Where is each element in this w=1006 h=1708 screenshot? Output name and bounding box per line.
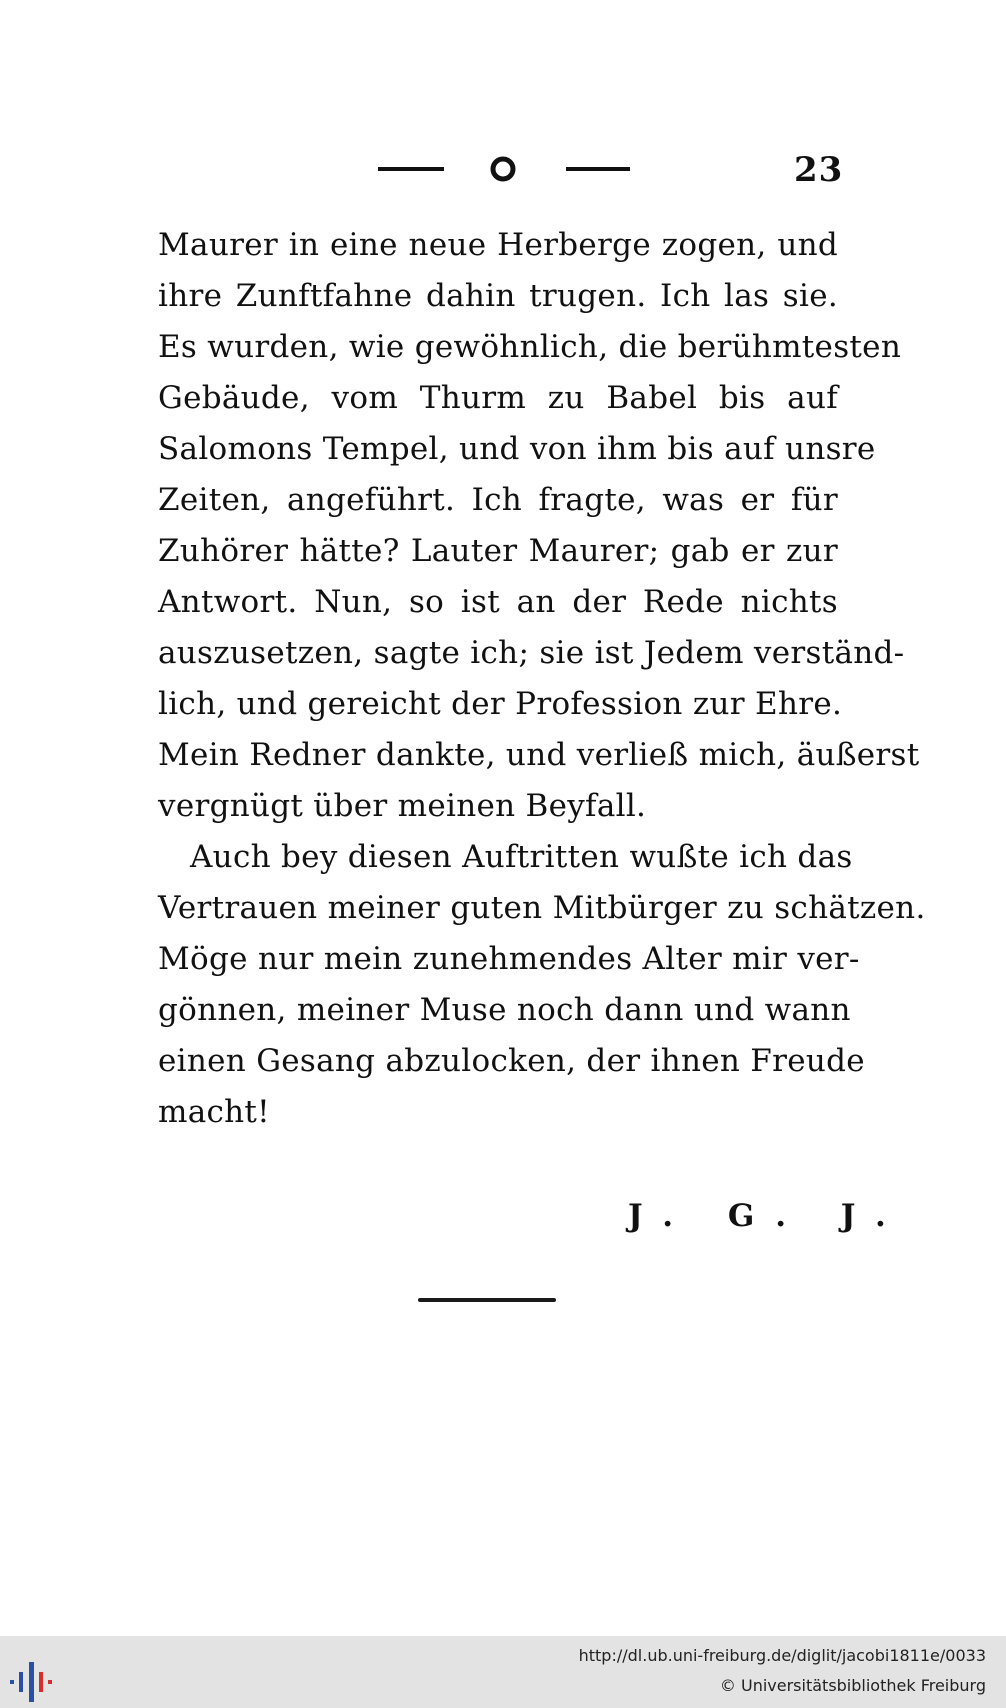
text-line: Vertrauen meiner guten Mitbürger zu schätzen. <box>158 890 926 926</box>
end-rule <box>418 1298 556 1302</box>
text-line: Antwort. Nun, so ist an der Rede nichts <box>158 584 838 620</box>
text-line: lich, und gereicht der Profession zur Ehre. <box>158 686 843 722</box>
text-line: Zeiten, angeführt. Ich fragte, was er für <box>158 482 838 518</box>
text-line: Salomons Tempel, und von ihm bis auf unsre <box>158 431 876 467</box>
paragraph <box>158 832 926 1138</box>
text-line: Möge nur mein zunehmendes Alter mir ver- <box>158 941 860 977</box>
text-line: Mein Redner dankte, und verließ mich, äußerst <box>158 737 920 773</box>
text-line: ihre Zunftfahne dahin trugen. Ich las sie. <box>158 278 838 314</box>
signature-initials: J. G. J. <box>628 1198 908 1234</box>
text-line: auszusetzen, sagte ich; sie ist Jedem verständ- <box>158 635 905 671</box>
text-line: macht! <box>158 1094 270 1130</box>
body-text <box>158 220 926 1138</box>
text-line: Auch bey diesen Auftritten wußte ich das <box>190 839 853 875</box>
head-ornament-icon <box>378 154 630 184</box>
text-line: Maurer in eine neue Herberge zogen, und <box>158 227 838 263</box>
text-line: gönnen, meiner Muse noch dann und wann <box>158 992 851 1028</box>
text-line: vergnügt über meinen Beyfall. <box>158 788 647 824</box>
text-line: Gebäude, vom Thurm zu Babel bis auf <box>158 380 838 416</box>
text-line: Zuhörer hätte? Lauter Maurer; gab er zur <box>158 533 838 569</box>
paragraph <box>158 220 920 832</box>
page-number: 23 <box>794 150 844 190</box>
source-url-link[interactable]: http://dl.ub.uni-freiburg.de/diglit/jacobi1811e/0033 <box>578 1646 986 1665</box>
text-line: einen Gesang abzulocken, der ihnen Freude <box>158 1043 865 1079</box>
footer-bar <box>0 1636 1006 1708</box>
copyright-text: © Universitätsbibliothek Freiburg <box>719 1676 986 1695</box>
text-line: Es wurden, wie gewöhnlich, die berühmtesten <box>158 329 902 365</box>
ub-freiburg-logo-icon[interactable] <box>10 1650 64 1702</box>
